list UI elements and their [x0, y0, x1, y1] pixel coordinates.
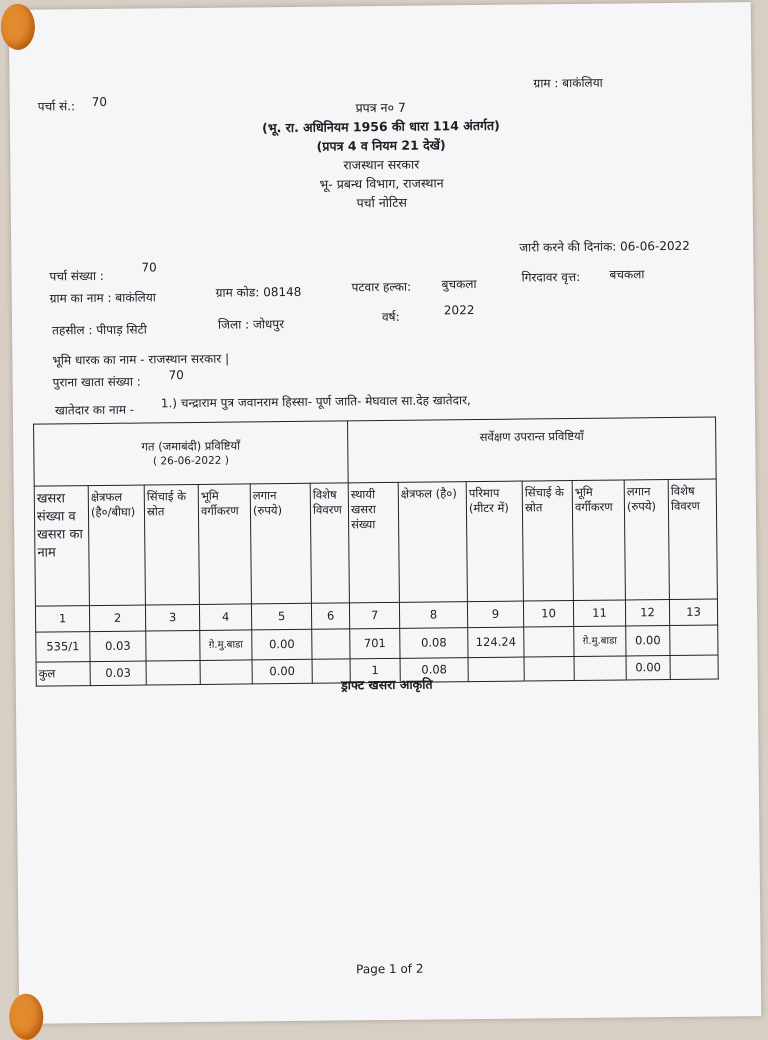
document-heading: [10, 94, 753, 216]
zila: जिला : जोधपुर: [217, 317, 285, 332]
col-header-remarks: विशेष विवरण: [310, 483, 349, 603]
government-name: राजस्थान सरकार: [343, 156, 420, 173]
table-cell: कुल: [36, 662, 90, 687]
table-cell: [146, 630, 200, 661]
col-header-khasra: खसरा संख्या व खसरा का नाम: [34, 486, 89, 607]
tehsil: तहसील : पीपाड़ सिटी: [51, 322, 147, 338]
group-header-row: [34, 417, 717, 486]
page-number: Page 1 of 2: [356, 961, 424, 977]
left-group-date: ( 26-06-2022 ): [152, 454, 229, 467]
col-header-irrigation-survey: सिंचाई के स्रोत: [522, 481, 573, 602]
col-number: 4: [199, 604, 251, 631]
form-number: प्रपत्र न० 7: [355, 99, 407, 116]
col-header-rent: लगान (रुपये): [250, 483, 311, 604]
patwar-value: बुचकला: [441, 277, 477, 292]
khatedar-label: खातेदार का नाम -: [54, 402, 135, 418]
col-number: 12: [625, 600, 669, 626]
issue-date: जारी करने की दिनांक: 06-06-2022: [519, 238, 690, 255]
parcha-sankhya-value: 70: [141, 260, 157, 275]
girdawar-value: बचकला: [609, 267, 645, 282]
khatedar-value: 1.) चन्द्राराम पुत्र जवानराम हिस्सा- पूर्ण जाति- मेघवाल सा.देह खातेदार,: [160, 393, 471, 411]
col-number: 3: [145, 604, 199, 631]
col-number: 2: [89, 605, 145, 632]
column-header-row: [34, 479, 717, 606]
purana-khata-value: 70: [168, 368, 184, 383]
patwar-label: पटवार हल्का:: [351, 279, 412, 295]
col-header-land-class-survey: भूमि वर्गीकरण: [572, 480, 625, 601]
table-cell: 0.08: [400, 628, 468, 659]
col-header-remarks-survey: विशेष विवरण: [668, 479, 717, 599]
gram-top: ग्राम : बाकंलिया: [533, 75, 603, 91]
col-number: 8: [399, 602, 467, 629]
notice-title: पर्चा नोटिस: [356, 194, 408, 211]
col-header-area: क्षेत्रफल (है०/बीघा): [88, 485, 145, 606]
parcha-sankhya-label: पर्चा संख्या :: [49, 268, 104, 284]
table-cell: ग़े.मु.बाडा: [200, 630, 252, 661]
table-cell: 0.03: [90, 631, 146, 662]
document-page: [9, 2, 762, 1024]
table-cell: [670, 625, 718, 656]
table-cell: 1: [350, 658, 400, 683]
purana-khata-label: पुराना खाता संख्या :: [52, 374, 141, 390]
table-cell: 124.24: [468, 627, 524, 658]
table-cell: 0.00: [252, 659, 312, 684]
parcha-label: पर्चा सं.:: [37, 99, 76, 114]
table-cell: 701: [350, 628, 400, 659]
gram-code: ग्राम कोड: 08148: [215, 284, 302, 300]
varsh-value: 2022: [443, 303, 475, 318]
col-header-area-survey: क्षेत्रफल (है०): [398, 482, 467, 603]
rule-reference: (प्रपत्र 4 व नियम 21 देखें): [316, 137, 446, 154]
girdawar-label: गिरदावर वृत्त:: [521, 269, 581, 285]
col-number: 7: [349, 602, 399, 629]
col-number: 13: [669, 599, 717, 626]
col-header-rent-survey: लगान (रुपये): [624, 480, 669, 600]
table-cell: 0.08: [400, 658, 468, 683]
department-name: भू- प्रबन्ध विभाग, राजस्थान: [319, 175, 444, 192]
col-header-land-class: भूमि वर्गीकरण: [198, 484, 251, 605]
bhumi-dharak: भूमि धारक का नाम - राजस्थान सरकार |: [52, 351, 230, 368]
left-group-header: [34, 421, 349, 486]
parcha-value: 70: [91, 94, 108, 110]
col-header-permanent-khasra: स्थायी खसरा संख्या: [348, 482, 399, 603]
col-number: 10: [523, 601, 573, 628]
col-header-measurement: परिमाप (मीटर में): [466, 481, 523, 602]
table-cell: 0.00: [252, 629, 312, 660]
table-cell: 535/1: [36, 632, 90, 663]
table-cell: [524, 627, 574, 658]
right-group-header: सर्वेक्षण उपरान्त प्रविष्टियाँ: [348, 417, 717, 483]
col-number: 6: [311, 603, 349, 629]
left-group-title: गत (जमाबंदी) प्रविष्टियाँ: [141, 438, 241, 454]
khasra-table: [33, 417, 719, 687]
table-cell: 0.00: [626, 626, 670, 656]
table-cell: 0.03: [90, 661, 146, 686]
col-number: 11: [573, 600, 625, 627]
table-cell: 0.00: [626, 656, 670, 680]
col-number: 1: [35, 606, 89, 633]
col-number: 5: [251, 603, 311, 630]
col-header-irrigation: सिंचाई के स्रोत: [144, 484, 199, 605]
gram-name: ग्राम का नाम : बाकंलिया: [49, 290, 156, 306]
draft-khasra-caption: ड्राफ्ट खसरा आकृति: [340, 676, 433, 693]
binder-clip: [1, 4, 35, 50]
act-reference: (भू. रा. अधिनियम 1956 की धारा 114 अंतर्गत): [262, 117, 500, 136]
binder-clip: [9, 994, 43, 1040]
varsh-label: वर्ष:: [381, 309, 400, 325]
table-cell: ग़े.मु.बाडा: [574, 626, 626, 657]
table-cell: [312, 629, 350, 659]
col-number: 9: [467, 601, 523, 628]
